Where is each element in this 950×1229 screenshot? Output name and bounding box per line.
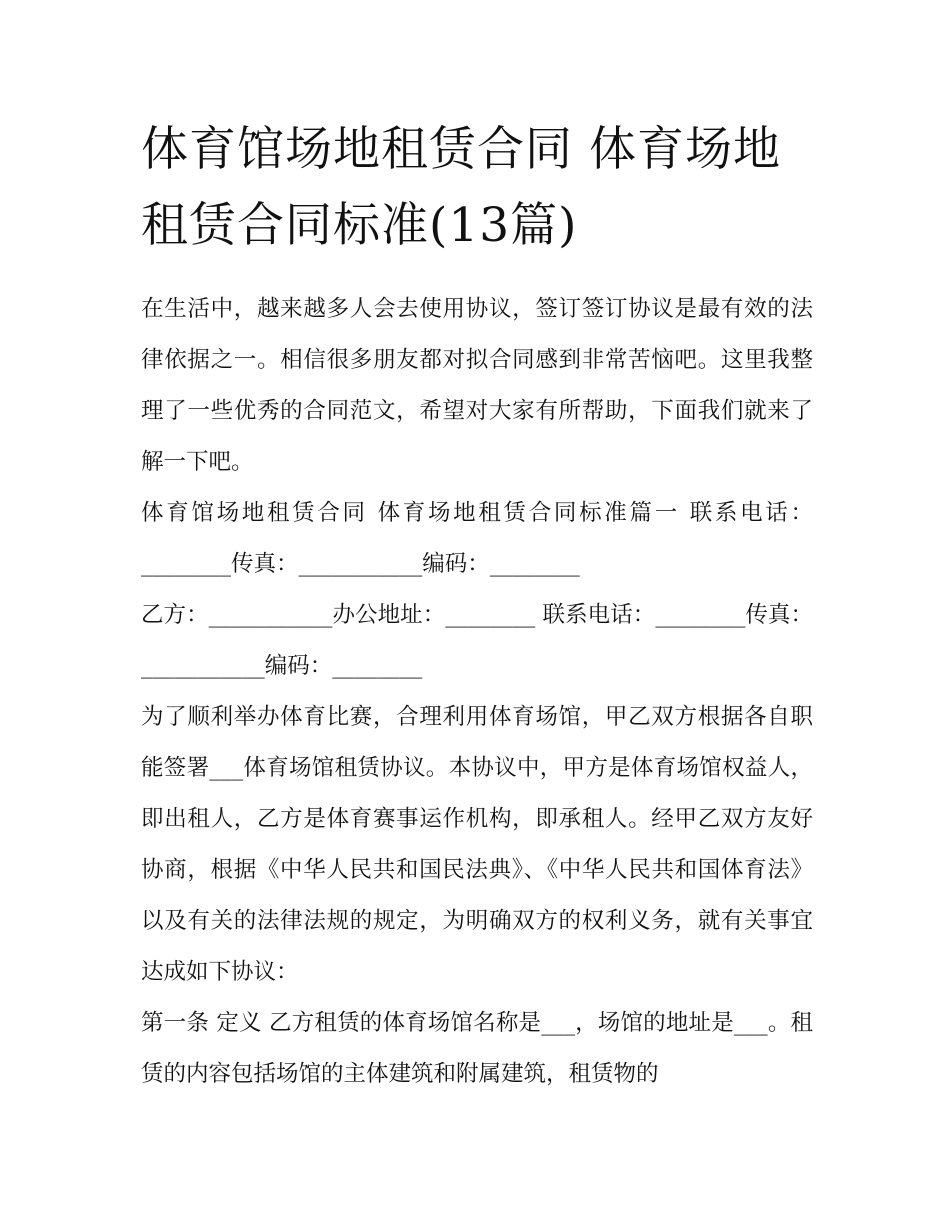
article-one-paragraph: 第一条 定义 乙方租赁的体育场馆名称是___，场馆的地址是___。租赁的内容包括场馆的主体建筑和附属建筑，租赁物的: [141, 1010, 813, 1087]
intro-paragraph: 在生活中，越来越多人会去使用协议，签订签订协议是最有效的法律依据之一。相信很多朋友都对拟合同感到非常苦恼吧。这里我整理了一些优秀的合同范文，希望对大家有所帮助，下面我们就来了解一下吧。: [141, 296, 813, 475]
contact-line-party-b: 乙方：___________办公地址：________ 联系电话：________传真：___________编码：________: [141, 602, 813, 679]
document-body: [141, 284, 813, 1100]
document-page: [141, 112, 813, 1100]
purpose-paragraph: 为了顺利举办体育比赛，合理利用体育场馆，甲乙双方根据各自职能签署___体育场馆租赁协议。本协议中，甲方是体育场馆权益人，即出租人，乙方是体育赛事运作机构，即承租人。经甲乙双方友好协商，根据《中华人民共和国民法典》、《中华人民共和国体育法》以及有关的法律法规的规定，为明确双方的权利义务，就有关事宜达成如下协议：: [141, 704, 813, 985]
document-title: 体育馆场地租赁合同 体育场地租赁合同标准(13篇): [141, 122, 781, 253]
contact-line-party-a: 体育馆场地租赁合同 体育场地租赁合同标准篇一 联系电话：________传真：___________编码：________: [141, 500, 813, 577]
